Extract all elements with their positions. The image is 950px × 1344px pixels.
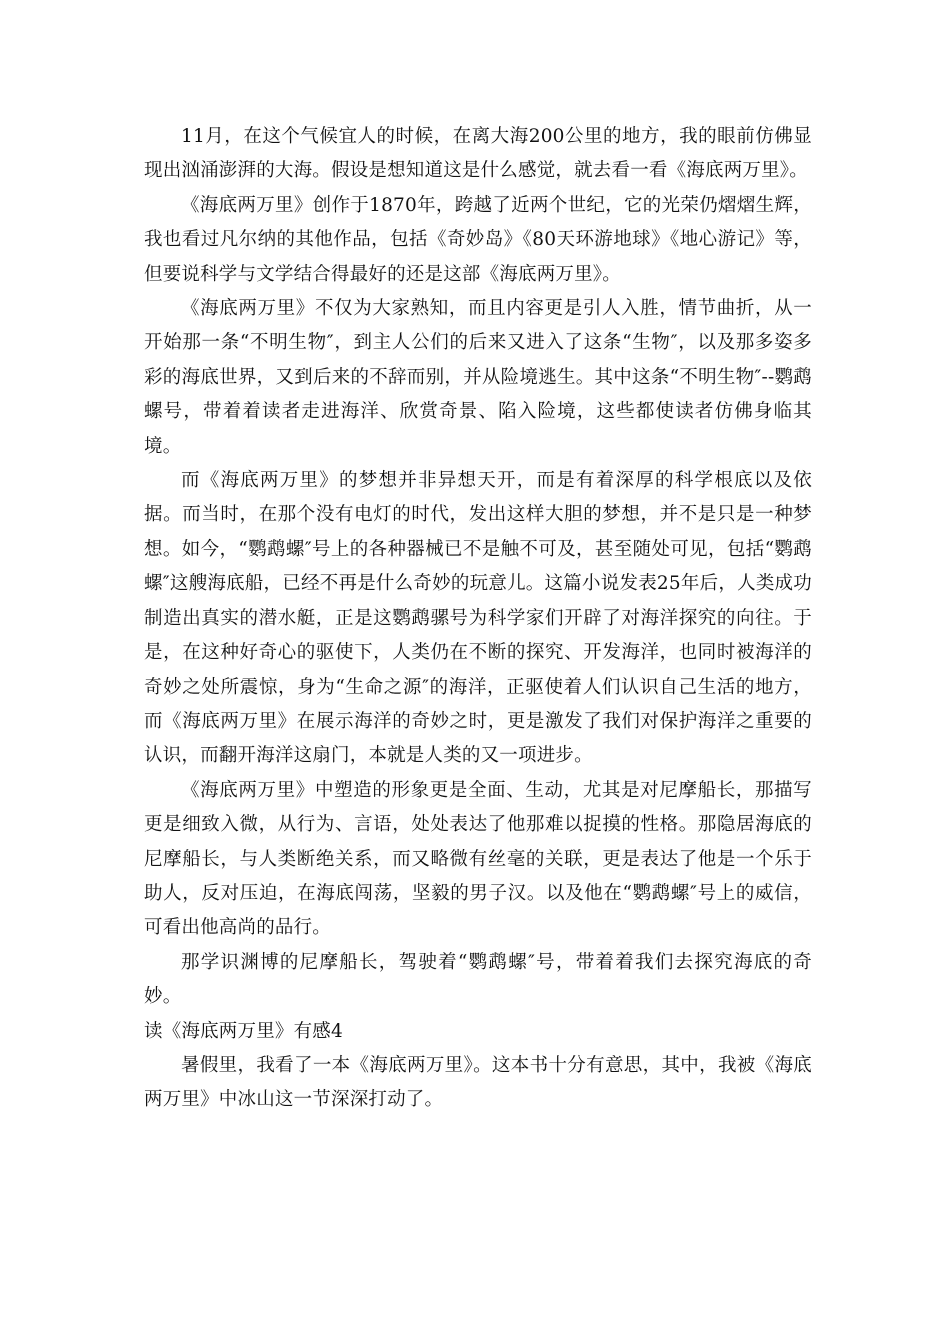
paragraph-plot: 《海底两万里》不仅为大家熟知，而且内容更是引人入胜，情节曲折，从一开始那一条“不明生物″，到主人公们的后来又进入了这条“生物″，以及那多姿多彩的海底世界，又到后来的不辞而别，并从险境逃生。其中这条“不明生物″--鹦鹉螺号，带着着读者走进海洋、欣赏奇景、陷入险境，这些都使读者仿佛身临其境。 xyxy=(144,298,812,457)
document-body xyxy=(144,120,812,1118)
paragraph-conclusion: 那学识渊博的尼摩船长，驾驶着“鹦鹉螺″号，带着着我们去探究海底的奇妙。 xyxy=(144,951,812,1008)
paragraph-intro: 11月，在这个气候宜人的时候，在离大海200公里的地方，我的眼前仿佛显现出汹涌澎湃的大海。假设是想知道这是什么感觉，就去看一看《海底两万里》。 xyxy=(144,126,812,182)
paragraph-nemo: 《海底两万里》中塑造的形象更是全面、生动，尤其是对尼摩船长，那描写更是细致入微，从行为、言语，处处表达了他那难以捉摸的性格。那隐居海底的尼摩船长，与人类断绝关系，而又略微有丝毫的关联，更是表达了他是一个乐于助人，反对压迫，在海底闯荡，坚毅的男子汉。以及他在“鹦鹉螺″号上的威信，可看出他高尚的品行。 xyxy=(144,779,812,939)
section-heading: 读《海底两万里》有感4 xyxy=(144,1020,343,1042)
paragraph-creation: 《海底两万里》创作于1870年，跨越了近两个世纪，它的光荣仍熠熠生辉，我也看过凡尔纳的其他作品，包括《奇妙岛》《80天环游地球》《地心游记》等，但要说科学与文学结合得最好的还是这部《海底两万里》。 xyxy=(144,194,812,285)
paragraph-science: 而《海底两万里》的梦想并非异想天开，而是有着深厚的科学根底以及依据。而当时，在那个没有电灯的时代，发出这样大胆的梦想，并不是只是一种梦想。如今，“鹦鹉螺″号上的各种器械已不是触不可及，甚至随处可见，包括“鹦鹉螺″这艘海底船，已经不再是什么奇妙的玩意儿。这篇小说发表25年后，人类成功制造出真实的潜水艇，正是这鹦鹉骡号为科学家们开辟了对海洋探究的向往。于是，在这种好奇心的驱使下，人类仍在不断的探究、开发海洋，也同时被海洋的奇妙之处所震惊，身为“生命之源″的海洋，正驱使着人们认识自己生活的地方，而《海底两万里》在展示海洋的奇妙之时，更是激发了我们对保护海洋之重要的认识，而翻开海洋这扇门，本就是人类的又一项进步。 xyxy=(144,470,812,767)
paragraph-summer: 暑假里，我看了一本《海底两万里》。这本书十分有意思，其中，我被《海底两万里》中冰山这一节深深打动了。 xyxy=(144,1054,812,1111)
